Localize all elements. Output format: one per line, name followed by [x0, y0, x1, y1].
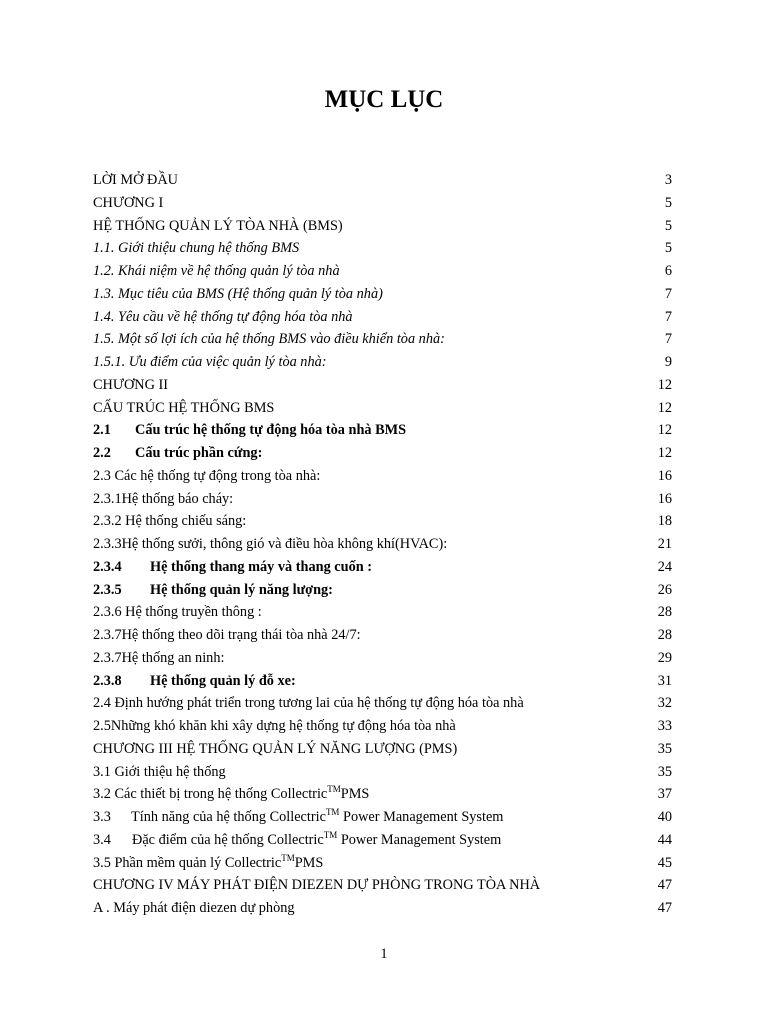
toc-entry-label: A . Máy phát điện diezen dự phòng [93, 900, 295, 916]
toc-entry-label: 2.5Những khó khăn khi xây dựng hệ thống tự động hóa tòa nhà [93, 718, 456, 734]
toc-entry-page: 28 [657, 604, 672, 621]
toc-entry[interactable] [0, 738, 768, 761]
toc-entry-label: 2.3.3Hệ thống sưởi, thông gió và điều hòa không khí(HVAC): [93, 536, 448, 552]
toc-entry-label: 1.5.1. Ưu điểm của việc quản lý tòa nhà: [93, 354, 327, 370]
toc-entry-label: CẤU TRÚC HỆ THỐNG BMS [93, 399, 275, 416]
toc-entry-page: 7 [664, 308, 672, 325]
toc-entry-page: 26 [657, 581, 672, 598]
toc-entry[interactable] [0, 601, 768, 624]
toc-entry-label: CHƯƠNG I [93, 194, 164, 211]
trademark-mark: TM [327, 784, 341, 795]
toc-entry-page: 35 [657, 740, 672, 757]
toc-entry-page: 18 [657, 513, 672, 530]
toc-entry[interactable] [0, 852, 768, 875]
toc-entry[interactable] [0, 783, 768, 806]
toc-entry-label [93, 783, 369, 805]
trademark-mark: TM [325, 807, 340, 817]
toc-entry[interactable] [0, 488, 768, 511]
toc-entry-text-after: PMS [294, 854, 324, 871]
toc-entry-number: 3.4 [93, 831, 111, 848]
toc-entry-page: 6 [664, 263, 672, 279]
toc-entry[interactable] [0, 419, 768, 442]
toc-entry-label: 1.5. Một số lợi ích của hệ thống BMS vào điều khiển tòa nhà: [93, 331, 445, 348]
toc-entry-page: 33 [657, 718, 672, 734]
toc-entry-number: 2.3.4 [93, 558, 122, 575]
toc-entry-page: 3 [664, 172, 672, 188]
toc-entry-page: 40 [657, 809, 672, 825]
toc-entry-page: 16 [657, 467, 672, 484]
toc-entry[interactable] [0, 306, 768, 329]
toc-entry-label: 2.3.7Hệ thống theo dõi trạng thái tòa nhà 24/7: [93, 627, 361, 643]
toc-entry[interactable] [0, 260, 768, 283]
toc-entry-label [93, 670, 296, 692]
toc-entry-text: 3.2 Các thiết bị trong hệ thống Collectric [93, 786, 328, 803]
toc-entry-number: 2.2 [93, 445, 111, 461]
toc-entry-label: 1.4. Yêu cầu về hệ thống tự động hóa tòa nhà [93, 308, 353, 325]
toc-entry-text: Hệ thống quản lý năng lượng: [150, 581, 333, 598]
toc-entry[interactable] [0, 351, 768, 374]
toc-entry[interactable] [0, 556, 768, 579]
toc-entry-text: Hệ thống thang máy và thang cuốn : [150, 558, 373, 575]
toc-entry-page: 5 [664, 217, 672, 234]
toc-entry-label: 3.1 Giới thiệu hệ thống [93, 763, 226, 780]
toc-entry-text-after: PMS [340, 786, 370, 803]
toc-entry[interactable] [0, 897, 768, 920]
toc-entry-text-after: Power Management System [337, 831, 502, 848]
toc-entry-page: 35 [657, 763, 672, 780]
toc-entry-page: 7 [664, 331, 672, 348]
toc-entry-label: 1.3. Mục tiêu của BMS (Hệ thống quản lý tòa nhà) [93, 285, 383, 302]
toc-entry-text-after: Power Management System [339, 809, 504, 825]
toc-entry[interactable] [0, 328, 768, 351]
toc-entry-text: Cấu trúc phần cứng: [135, 445, 263, 461]
toc-entry[interactable] [0, 215, 768, 238]
toc-entry-page: 47 [657, 900, 672, 916]
toc-entry[interactable] [0, 670, 768, 693]
toc-entry[interactable] [0, 374, 768, 397]
toc-entry-page: 12 [657, 422, 672, 439]
toc-entry-label [93, 852, 323, 874]
toc-entry-label [93, 556, 372, 578]
toc-entry-text: Hệ thống quản lý đỗ xe: [150, 672, 296, 689]
toc-entry-label [93, 419, 406, 441]
toc-entry-text: Đặc điểm của hệ thống Collectric [132, 831, 324, 848]
toc-entry[interactable] [0, 579, 768, 602]
toc-entry[interactable] [0, 397, 768, 420]
toc-entry-page: 47 [657, 877, 672, 894]
toc-entry-page: 44 [657, 831, 672, 848]
trademark-mark: TM [323, 829, 338, 840]
toc-entry-page: 21 [657, 536, 672, 552]
toc-entry-label: LỜI MỞ ĐẦU [93, 172, 178, 188]
toc-entry[interactable] [0, 169, 768, 192]
toc-entry[interactable] [0, 761, 768, 784]
toc-entry-label: 2.3.6 Hệ thống truyền thông : [93, 604, 262, 621]
toc-entry-label [93, 442, 262, 464]
toc-entry-page: 37 [657, 786, 672, 803]
toc-entry[interactable] [0, 465, 768, 488]
toc-entry-text: 3.5 Phần mềm quản lý Collectric [93, 854, 282, 871]
toc-entry-page: 12 [657, 376, 672, 393]
toc-entry-page: 16 [657, 490, 672, 507]
toc-entry-page: 12 [657, 399, 672, 416]
toc-entry-label [93, 829, 501, 851]
toc-entry-page: 24 [657, 558, 672, 575]
toc-entry[interactable] [0, 192, 768, 215]
toc-entry-label: CHƯƠNG II [93, 376, 169, 393]
toc-entry-page: 31 [657, 672, 672, 689]
toc-entry[interactable] [0, 237, 768, 260]
toc-entry-label: 2.3 Các hệ thống tự động trong tòa nhà: [93, 467, 321, 484]
toc-entry[interactable] [0, 715, 768, 738]
page-title: MỤC LỤC [324, 86, 444, 113]
toc-entry[interactable] [0, 829, 768, 852]
toc-entry-text: Tính năng của hệ thống Collectric [131, 809, 326, 825]
toc-entry-label [93, 806, 503, 828]
toc-entry-label: HỆ THỐNG QUẢN LÝ TÒA NHÀ (BMS) [93, 217, 343, 234]
toc-entry-label: 2.3.7Hệ thống an ninh: [93, 649, 225, 666]
toc-entry-label: CHƯƠNG III HỆ THỐNG QUẢN LÝ NĂNG LƯỢNG (PMS) [93, 740, 458, 757]
toc-entry-page: 32 [657, 695, 672, 712]
toc-entry[interactable] [0, 283, 768, 306]
toc-entry[interactable] [0, 533, 768, 556]
toc-entry[interactable] [0, 647, 768, 670]
toc-entry[interactable] [0, 806, 768, 829]
toc-entry-page: 28 [657, 627, 672, 643]
toc-entry-label: 2.3.1Hệ thống báo cháy: [93, 490, 234, 507]
toc-entry-number: 2.3.5 [93, 581, 122, 598]
toc-entry-number: 2.1 [93, 422, 111, 439]
toc-entry-label [93, 579, 333, 601]
toc-entry-label: 2.3.2 Hệ thống chiếu sáng: [93, 513, 247, 530]
toc-entry[interactable] [0, 874, 768, 897]
page-number: 1 [380, 946, 388, 962]
toc-entry-page: 9 [664, 354, 672, 370]
toc-entry[interactable] [0, 442, 768, 465]
toc-entry[interactable] [0, 624, 768, 647]
toc-entry[interactable] [0, 692, 768, 715]
toc-entry-label: 1.2. Khái niệm về hệ thống quản lý tòa nhà [93, 263, 340, 279]
toc-entry-page: 12 [657, 445, 672, 461]
toc-entry-page: 7 [664, 285, 672, 302]
toc-entry-number: 2.3.8 [93, 672, 122, 689]
toc-entry-page: 45 [657, 854, 672, 871]
trademark-mark: TM [281, 852, 295, 863]
toc-entry-page: 5 [664, 240, 672, 257]
toc-entry[interactable] [0, 510, 768, 533]
toc-entry-number: 3.3 [93, 809, 111, 825]
toc-entry-text: Cấu trúc hệ thống tự động hóa tòa nhà BMS [135, 422, 407, 439]
toc-entry-page: 29 [657, 649, 672, 666]
toc-entry-page: 5 [664, 194, 672, 211]
toc-entry-label: CHƯƠNG IV MÁY PHÁT ĐIỆN DIEZEN DỰ PHÒNG TRONG TÒA NHÀ [93, 877, 541, 894]
table-of-contents [0, 169, 768, 920]
toc-entry-label: 2.4 Định hướng phát triển trong tương lai của hệ thống tự động hóa tòa nhà [93, 695, 524, 712]
toc-entry-label: 1.1. Giới thiệu chung hệ thống BMS [93, 240, 300, 257]
